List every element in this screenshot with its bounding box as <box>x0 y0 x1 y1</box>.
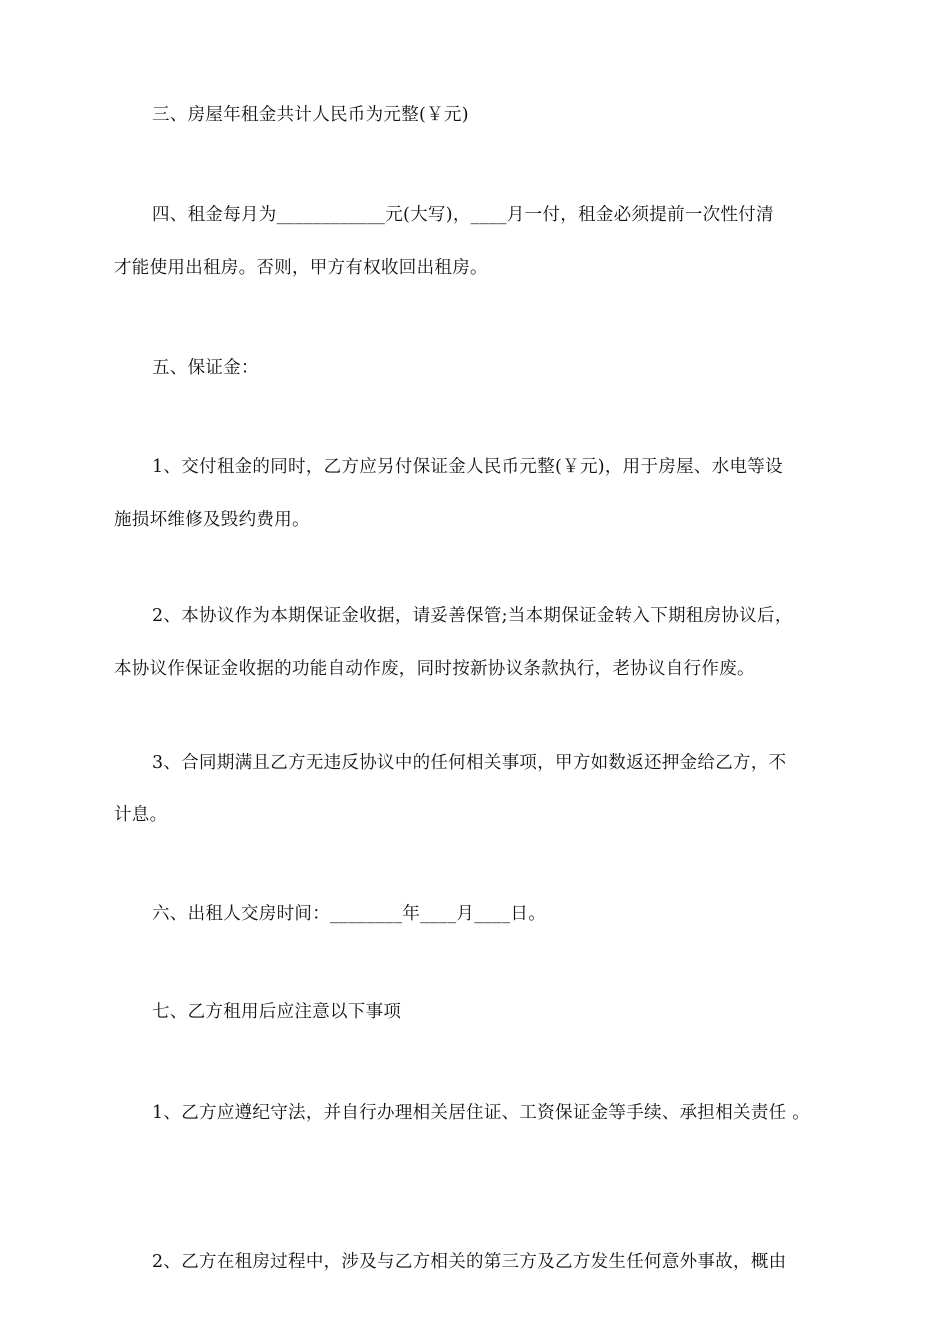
clause-5-item-1-line-2: 施损坏维修及毁约费用。 <box>114 510 310 530</box>
clause-7-heading: 七、乙方租用后应注意以下事项 <box>152 1002 402 1022</box>
clause-4-line-1: 四、租金每月为____________元(大写)，____月一付，租金必须提前一次性付清 <box>152 205 774 225</box>
clause-7-item-1: 1、乙方应遵纪守法，并自行办理相关居住证、工资保证金等手续、承担相关责任 。 <box>152 1103 811 1123</box>
clause-5-item-1-line-1: 1、交付租金的同时，乙方应另付保证金人民币元整(￥元)，用于房屋、水电等设 <box>152 457 783 477</box>
clause-6-handover-date: 六、出租人交房时间：________年____月____日。 <box>152 904 546 924</box>
clause-5-item-2-line-2: 本协议作保证金收据的功能自动作废，同时按新协议条款执行，老协议自行作废。 <box>114 659 755 679</box>
clause-7-item-2-line-1: 2、乙方在租房过程中，涉及与乙方相关的第三方及乙方发生任何意外事故，概由 <box>152 1252 787 1272</box>
clause-5-item-3-line-2: 计息。 <box>114 805 168 825</box>
clause-3-rent-total: 三、房屋年租金共计人民币为元整(￥元) <box>152 105 469 125</box>
clause-5-item-2-line-1: 2、本协议作为本期保证金收据，请妥善保管;当本期保证金转入下期租房协议后， <box>152 606 793 626</box>
clause-5-heading: 五、保证金： <box>152 358 259 378</box>
clause-4-line-2: 才能使用出租房。否则，甲方有权收回出租房。 <box>114 258 488 278</box>
clause-5-item-3-line-1: 3、合同期满且乙方无违反协议中的任何相关事项，甲方如数返还押金给乙方，不 <box>152 753 787 773</box>
